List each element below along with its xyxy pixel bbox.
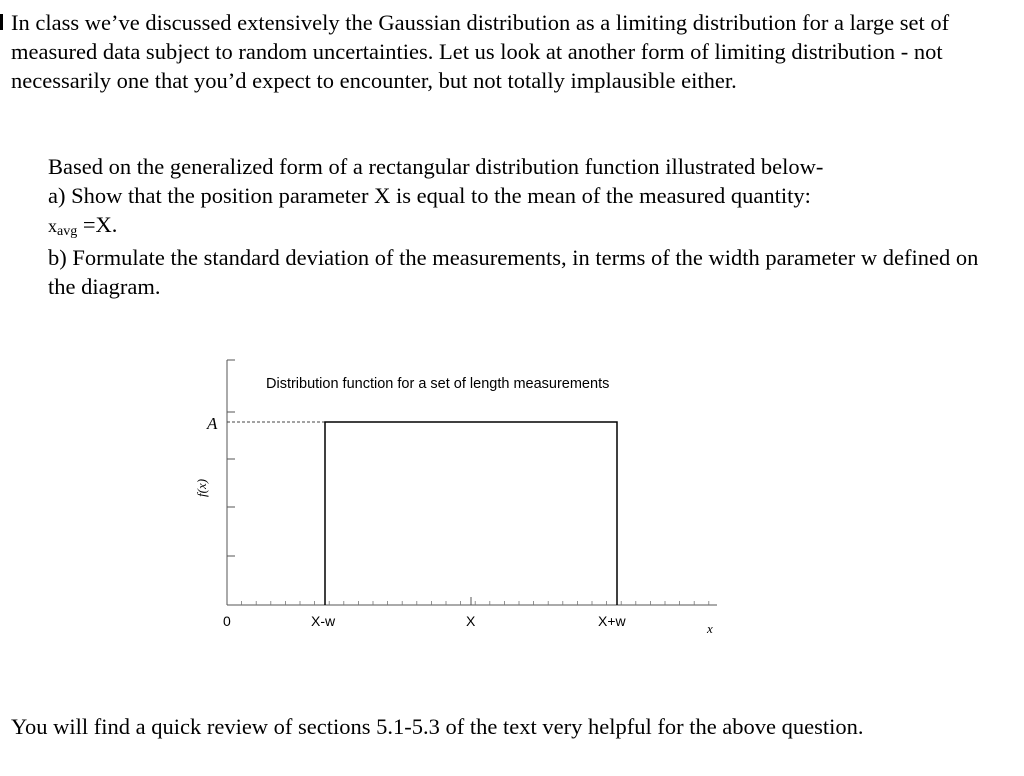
x-axis-label: x	[707, 621, 713, 636]
figure-title: Distribution function for a set of length measurements	[266, 376, 610, 392]
origin-label: 0	[223, 613, 231, 629]
xavg-subscript: avg	[57, 224, 78, 239]
distribution-rectangle	[325, 422, 617, 605]
footer-paragraph: You will find a quick review of sections 5.1-5.3 of the text very helpful for the above question.	[11, 714, 864, 739]
xavg-rest: =X.	[77, 212, 118, 237]
task-part-a: a) Show that the position parameter X is equal to the mean of the measured quantity:	[48, 183, 811, 208]
xavg-equation	[48, 210, 1008, 243]
task-part-b: b) Formulate the standard deviation of the measurements, in terms of the width parameter w defined on the diagram.	[48, 245, 979, 299]
task-lead: Based on the generalized form of a rectangular distribution function illustrated below-	[48, 154, 824, 179]
x-minor-ticks	[242, 601, 709, 605]
y-axis-label: f(x)	[194, 478, 209, 497]
distribution-plot	[160, 350, 760, 650]
xavg-variable: x	[48, 216, 57, 236]
distribution-figure	[160, 350, 760, 650]
margin-mark	[0, 14, 3, 30]
task-block	[48, 152, 1008, 301]
intro-paragraph: In class we’ve discussed extensively the Gaussian distribution as a limiting distribution for a large set of measured data subject to random uncertainties. Let us look at another form of limiting distribution - not necessarily one that you’d expect to encounter, but not totally implausible either.	[11, 10, 950, 93]
tick-label-right: X+w	[598, 613, 626, 629]
tick-label-left: X-w	[311, 613, 336, 629]
level-a-label: A	[207, 414, 218, 433]
tick-label-center: X	[466, 613, 476, 629]
